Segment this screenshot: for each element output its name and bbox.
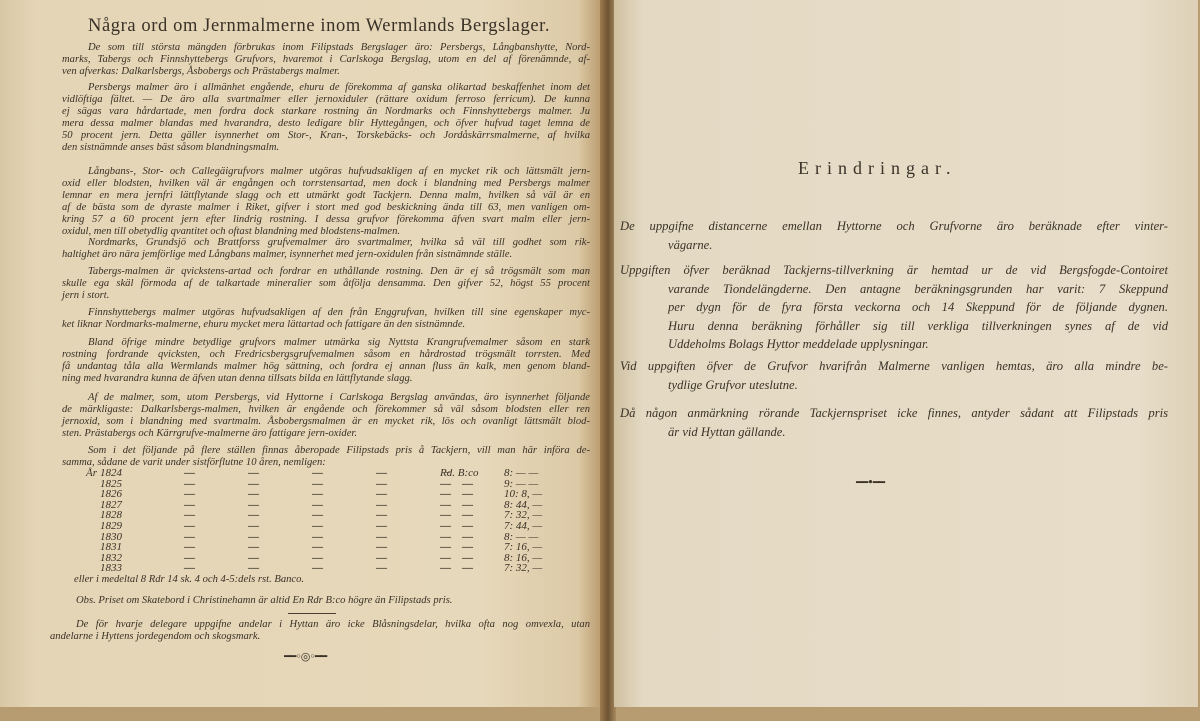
paragraph	[62, 42, 590, 78]
dash-cell: —	[248, 477, 259, 490]
paragraph	[620, 357, 1168, 394]
dash-cell: —	[376, 498, 387, 511]
price-cell: 7: 32, —	[504, 562, 543, 575]
text-line: vägarne.	[668, 237, 713, 252]
table-row	[62, 563, 562, 574]
dash-cell: —	[312, 509, 323, 522]
dash-cell: —	[248, 488, 259, 501]
year-cell: 1831	[100, 541, 122, 554]
dash-cell: —	[312, 551, 323, 564]
text-line: De uppgifne distancerne emellan Hyttorne och Grufvorne äro beräknade efter vinter-	[620, 219, 1168, 233]
text-line: andelarne i Hyttens jordegendom och skogsmark.	[50, 631, 261, 642]
dash-cell: —	[184, 519, 195, 532]
dash-cell: —	[376, 509, 387, 522]
paragraph	[62, 307, 590, 331]
paragraph	[62, 392, 590, 440]
price-cell: 8: 16, —	[504, 551, 543, 564]
dash-cell: —	[462, 519, 473, 532]
text-line: den sistnämnde anses bäst såsom blandningsmalm.	[62, 142, 280, 153]
dash-cell: —	[440, 488, 451, 501]
dash-cell: —	[440, 551, 451, 564]
dash-cell: —	[312, 467, 323, 479]
dash-cell: —	[312, 519, 323, 532]
dash-cell: —	[462, 488, 473, 501]
divider-rule	[288, 613, 336, 614]
dash-cell: —	[376, 562, 387, 575]
text-line: 50 procent jern. Detta gäller isynnerhet om Stor-, Kran-, Torskebäcks- och Jordåskärrsmalmerne, af hvilka	[62, 130, 590, 141]
price-cell: 9: — —	[504, 477, 539, 490]
dash-cell: —	[312, 541, 323, 554]
text-line: Huru denna beräkning förhåller sig till verkliga tillverkningen synes af de vid	[668, 318, 1168, 333]
text-line: de märkligaste: Dalkarlsbergs-malmen, hvilken är engående och förekommer så väl såsom blodsten eller ren	[62, 404, 590, 415]
year-cell: 1824	[100, 467, 122, 479]
year-cell: 1829	[100, 519, 122, 532]
right-page-title: Erindringar.	[798, 158, 957, 178]
text-line: De som till största mängden förbrukas inom Filipstads Bergslager äro: Persbergs, Långbanshytte, Nord-	[88, 42, 590, 53]
text-line: ket liknar Nordmarks-malmerne, ehuru mycket mera lättartad och fattigare än den sistnämnde.	[62, 319, 466, 330]
dash-cell: —	[184, 477, 195, 490]
dash-cell: —	[440, 541, 451, 554]
text-line: Tabergs-malmen är qvickstens-artad och fordrar en uthållande rostning. Den är ej så trögsmält som man	[88, 266, 590, 277]
ornament-divider: ━━◦◎◦━━	[284, 650, 327, 663]
dash-cell: —	[462, 509, 473, 522]
text-line: Obs. Priset om Skatebord i Christinehamn är altid En Rdr B:co högre än Filipstads pris.	[76, 595, 453, 606]
dash-cell: —	[312, 498, 323, 511]
dash-cell: —	[376, 477, 387, 490]
text-line: haltighet äro nära jemförlige med Långbans malmer, isynnerhet med jern-oxidulen från sistnämnde ställe.	[62, 249, 513, 260]
dash-cell: —	[312, 488, 323, 501]
currency-cell: R̶d. B:co	[440, 467, 479, 479]
text-line: marks, Tabergs och Finnshyttebergs Grufvors, hvaremot i Carlskoga Bergslag, utom en del af förenämnde, af-	[62, 54, 590, 65]
average-line	[48, 574, 576, 586]
text-line: Långbans-, Stor- och Callegäigrufvors malmer utgöras hufvudsakligen af en mycket rik och lättsmält jern-	[88, 166, 590, 177]
dash-cell: —	[248, 541, 259, 554]
dash-cell: —	[462, 562, 473, 575]
paragraph	[620, 261, 1168, 354]
dash-cell: —	[376, 530, 387, 543]
text-line: lemnar en mera jernfri lättflytande slagg och ett utmärkt godt Tackjern. Denna malm, hvilken så väl är en	[62, 190, 590, 201]
text-line: Bland öfrige mindre betydlige grufvors malmer utmärka sig Nyttsta Krangrufvemalmer såsom en stark	[88, 337, 590, 348]
dash-cell: —	[440, 562, 451, 575]
text-line: Uddeholms Bolags Hyttor meddelade upplysningar.	[668, 337, 929, 352]
dash-cell: —	[376, 541, 387, 554]
price-cell: 8: — —	[504, 467, 539, 479]
text-line: samma, sådane de varit under sistförflutne 10 åren, nemligen:	[62, 457, 326, 468]
dash-cell: —	[440, 477, 451, 490]
paragraph	[62, 445, 590, 469]
dash-cell: —	[248, 498, 259, 511]
text-line: ej sägas vara hårdartade, men fordra dock starkare rostning än Nordmarks och Finnshyttebergs malmer. Ju	[62, 106, 590, 117]
dash-cell: —	[440, 509, 451, 522]
paragraph	[62, 166, 590, 238]
paragraph	[620, 404, 1168, 441]
dash-cell: —	[462, 541, 473, 554]
dash-cell: —	[248, 519, 259, 532]
dash-cell: —	[462, 530, 473, 543]
price-cell: 8: 44, —	[504, 498, 543, 511]
year-cell: 1825	[100, 477, 122, 490]
text-line: få undantag tåla alla Wermlands malmer hög sättning, och fordra ej annan fluss än kalk, men genom bland-	[62, 361, 590, 372]
dash-cell: —	[440, 519, 451, 532]
text-line: oxidul, men till obetydlig qvantitet och oftast blandning med blodstens-malmen.	[62, 226, 401, 237]
dash-cell: —	[462, 551, 473, 564]
left-page-title: Några ord om Jernmalmerne inom Wermlands Bergslager.	[88, 16, 551, 36]
text-line: Persbergs malmer äro i allmänhet engående, ehuru de förekomma af ganska olikartad beskaffenhet inom det	[88, 82, 590, 93]
text-line: mera dessa malmer blandas med hvarandra, desto ledigare blir Hyttegången, och öfver hufvud taget lemna de	[62, 118, 590, 129]
price-cell: 7: 16, —	[504, 541, 543, 554]
obs-note	[50, 595, 578, 607]
text-line: Nordmarks, Grundsjö och Brattforss grufvemalmer äro svartmalmer, hvilka så väl till godhet som rik-	[88, 237, 590, 248]
ornament-divider: ━━•━━	[856, 476, 884, 489]
text-line: sten. Prästabergs och Kärrgrufve-malmerne äro fattigare jern-oxider.	[62, 428, 358, 439]
table-row	[62, 468, 562, 479]
price-table	[62, 468, 562, 574]
dash-cell: —	[184, 467, 195, 479]
text-line: är vid Hyttan gällande.	[668, 424, 786, 439]
dash-cell: —	[248, 467, 259, 479]
dash-cell: —	[184, 551, 195, 564]
year-cell: 1827	[100, 498, 122, 511]
dash-cell: —	[376, 467, 387, 479]
text-line: Finnshyttebergs malmer utgöras hufvudsakligen af den från Enggrufvan, hvilken till sine egenskaper myc-	[88, 307, 590, 318]
paragraph	[62, 337, 590, 385]
text-line: jern i stort.	[62, 290, 110, 301]
dash-cell: —	[184, 541, 195, 554]
dash-cell: —	[376, 519, 387, 532]
text-line: eller i medeltal 8 Rdr 14 sk. 4 och 4-5:dels rst. Banco.	[74, 574, 305, 585]
paragraph	[62, 237, 590, 261]
dash-cell: —	[248, 530, 259, 543]
dash-cell: —	[184, 488, 195, 501]
dash-cell: —	[184, 562, 195, 575]
year-cell: 1828	[100, 509, 122, 522]
text-line: vidlöftiga fältet. — De äro alla svartmalmer eller jernoxiduler (rättare oxidum ferroso ferricum). De kunna	[62, 94, 590, 105]
price-cell: 10: 8, —	[504, 488, 543, 501]
price-cell: 8: — —	[504, 530, 539, 543]
year-cell: 1832	[100, 551, 122, 564]
price-cell: 7: 32, —	[504, 509, 543, 522]
text-line: oxid eller blodsten, hvilken väl är engången och torrstensartad, men dock i blandning med Persbergs malmer	[62, 178, 590, 189]
text-line: Af de malmer, som, utom Persbergs, vid Hyttorne i Carlskoga Bergslag användas, äro isynnerhet följande	[88, 392, 590, 403]
dash-cell: —	[312, 530, 323, 543]
text-line: varande Tiondelängderne. Den antagne beräkningsgrunden har varit: 7 Skeppund	[668, 281, 1168, 296]
text-line: ven afverkas: Dalkarlsbergs, Åsbobergs och Prästabergs malmer.	[62, 66, 340, 77]
year-cell: 1833	[100, 562, 122, 575]
year-prefix: År	[86, 467, 97, 479]
dash-cell: —	[312, 477, 323, 490]
text-line: ning med hvarandra kunna de äfven utan denna tillsats bilda en lättflytande slagg.	[62, 373, 413, 384]
dash-cell: —	[462, 477, 473, 490]
text-line: Som i det följande på flere ställen finnas åberopade Filipstads pris å Tackjern, vill man här införa de-	[88, 445, 590, 456]
dash-cell: —	[440, 498, 451, 511]
text-line: kring 57 a 60 procent jern efter lindrig rostning. I dessa grufvor förekomma äfven svart malm eller jern-	[62, 214, 590, 225]
dash-cell: —	[184, 509, 195, 522]
year-cell: 1826	[100, 488, 122, 501]
text-line: af de bästa som de dyraste malmer i Riket, gifver i stort med god beskickning ända till 63, men vanligen om-	[62, 202, 590, 213]
dash-cell: —	[440, 530, 451, 543]
dash-cell: —	[248, 551, 259, 564]
text-line: Då någon anmärkning rörande Tackjernspriset icke finnes, antyder sådant att Filipstads pris	[620, 406, 1168, 420]
year-cell: 1830	[100, 530, 122, 543]
paragraph	[62, 266, 590, 302]
dash-cell: —	[376, 488, 387, 501]
paragraph	[50, 619, 590, 643]
price-cell: 7: 44, —	[504, 519, 543, 532]
dash-cell: —	[248, 509, 259, 522]
dash-cell: —	[312, 562, 323, 575]
text-line: Vid uppgiften öfver de Grufvor hvarifrån Malmerne vanligen hemtas, äro alla mindre be-	[620, 359, 1168, 373]
text-line: jernoxid, som i blandning med svartmalm. Åsbobergsmalmen är en mycket rik, lös och ovanligt lättsmält blod-	[62, 416, 590, 427]
text-line: tydlige Grufvor uteslutne.	[668, 377, 798, 392]
dash-cell: —	[376, 551, 387, 564]
paragraph	[620, 217, 1168, 254]
dash-cell: —	[462, 498, 473, 511]
table-row	[62, 521, 562, 532]
text-line: De för hvarje delegare uppgifne andelar i Hyttan äro icke Blåsningsdelar, hvilka ofta nog omvexla, utan	[76, 619, 590, 630]
text-line: Uppgiften öfver beräknad Tackjerns-tillverkning är hemtad ur de vid Bergsfogde-Contoiret	[620, 263, 1168, 277]
paragraph	[62, 82, 590, 154]
dash-cell: —	[184, 530, 195, 543]
dash-cell: —	[248, 562, 259, 575]
text-line: per dygn för de fyra första veckorna och 14 Skeppund för de följande dygnen.	[668, 300, 1168, 315]
text-line: skulle ega skäl förmoda af de talkartade mineralier som åtfölja densamma. Den gifver 52, högst 55 procent	[62, 278, 590, 289]
text-line: rostning fordrande qvicksten, och Fredricsbergsgrufvemalmen såsom en hårdrostad trögsmält torrsten. Med	[62, 349, 590, 360]
dash-cell: —	[184, 498, 195, 511]
